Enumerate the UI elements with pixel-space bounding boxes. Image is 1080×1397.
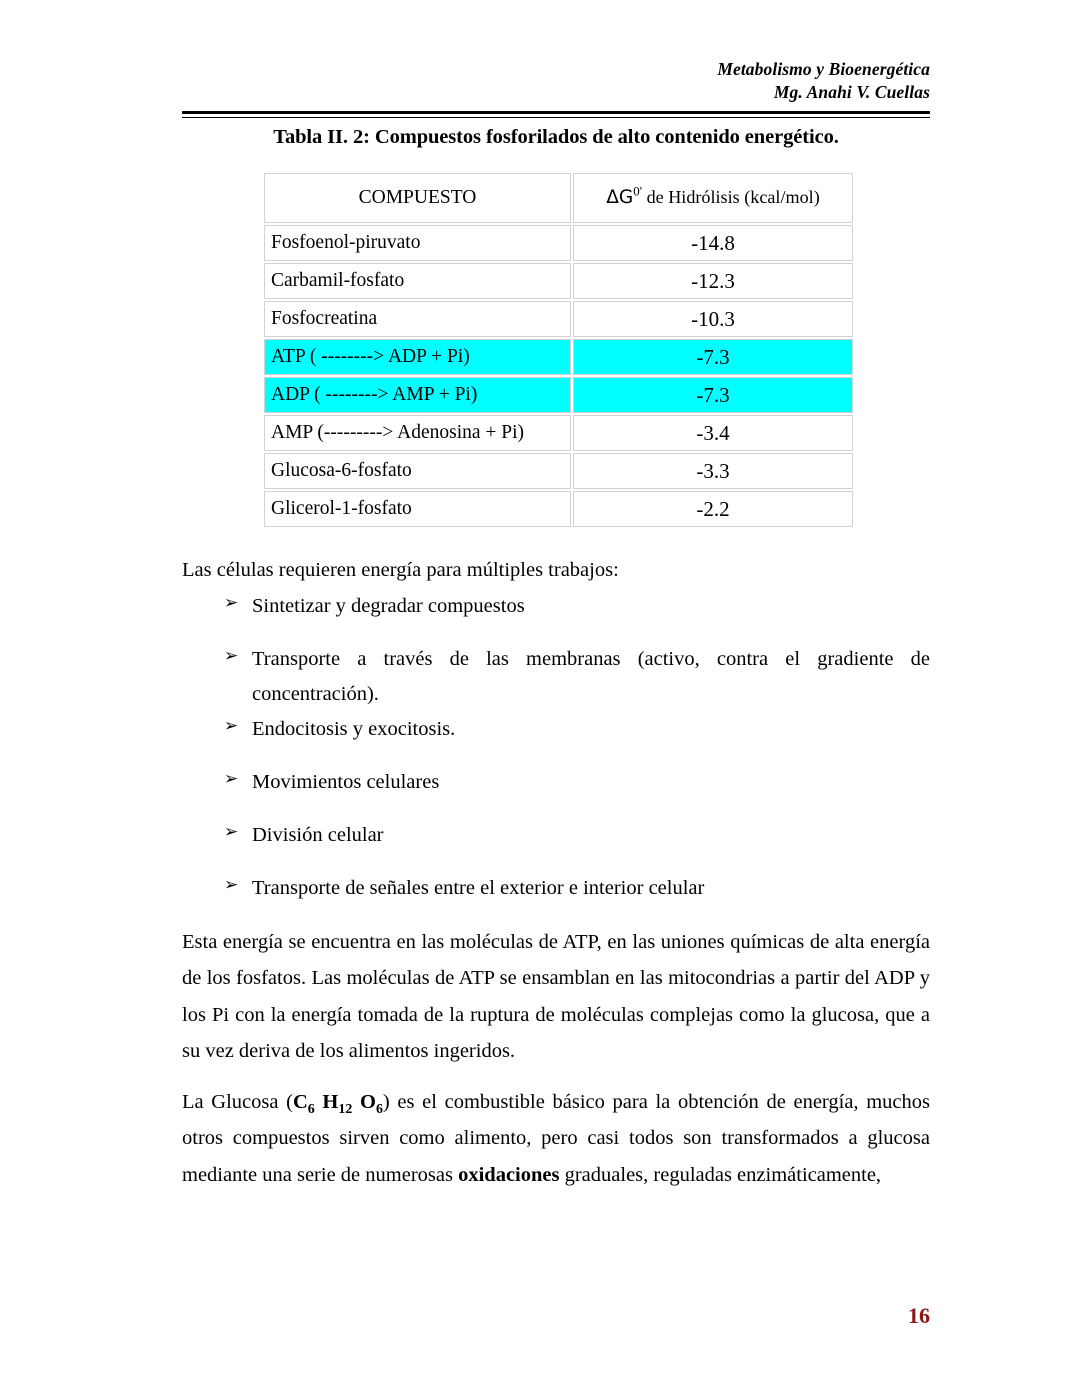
table-row: [264, 491, 853, 527]
arrowhead-bullet-icon: ➢: [224, 592, 239, 613]
formula-carbon: C: [292, 1090, 308, 1113]
cell-delta-g: -2.2: [573, 491, 853, 527]
energy-uses-list: [182, 589, 930, 925]
formula-carbon-sub: 6: [307, 1102, 315, 1118]
header-title: Metabolismo y Bioenergética: [717, 59, 930, 79]
running-header: [182, 58, 930, 104]
table-row: [264, 301, 853, 337]
arrowhead-bullet-icon: ➢: [224, 645, 239, 666]
cell-compound: Glicerol-1-fosfato: [264, 491, 571, 527]
list-item: [182, 712, 930, 765]
formula-hydrogen-sub: 12: [338, 1102, 353, 1118]
cell-delta-g: -7.3: [573, 377, 853, 413]
intro-paragraph: Las células requieren energía para múltiples trabajos:: [182, 559, 619, 581]
page-number: 16: [908, 1303, 930, 1328]
cell-delta-g: -12.3: [573, 263, 853, 299]
arrowhead-bullet-icon: ➢: [224, 822, 239, 842]
table-caption: Tabla II. 2: Compuestos fosforilados de alto contenido energético.: [273, 126, 839, 148]
cell-compound: Fosfocreatina: [264, 301, 571, 337]
cell-compound: Fosfoenol-piruvato: [264, 225, 571, 261]
list-item: [182, 871, 930, 924]
list-item-label: Movimientos celulares: [252, 771, 440, 793]
cell-delta-g: -3.3: [573, 453, 853, 489]
formula-oxygen: O: [352, 1090, 376, 1113]
table-row: [264, 453, 853, 489]
list-item-label: Endocitosis y exocitosis.: [252, 718, 456, 740]
cell-delta-g: -3.4: [573, 415, 853, 451]
compound-table-container: [262, 171, 853, 529]
table-row: [264, 415, 853, 451]
delta-g-symbol: ΔG: [606, 187, 634, 208]
list-item: [182, 765, 930, 818]
column-header-delta-g: [573, 173, 853, 223]
delta-g-units: de Hidrólisis (kcal/mol): [642, 187, 820, 207]
cell-compound: Glucosa-6-fosfato: [264, 453, 571, 489]
list-item: [182, 642, 930, 713]
table-row: [264, 263, 853, 299]
list-item: [182, 589, 930, 642]
list-item-label: Transporte de señales entre el exterior e interior celular: [252, 877, 705, 899]
page-content: [182, 560, 930, 1193]
list-item-label: División celular: [252, 824, 384, 846]
header-author: Mg. Anahi V. Cuellas: [773, 82, 930, 102]
phosphorylated-compounds-table: [262, 171, 855, 529]
glucose-text-part2: ) es el combustible básico para la obtención de energía, muchos otros compuestos sirven como alimento, pero casi todos son transformados a glucosa mediante una serie de numerosas: [182, 1090, 930, 1186]
cell-compound: ATP ( --------> ADP + Pi): [264, 339, 571, 375]
oxidaciones-emphasis: oxidaciones: [458, 1163, 560, 1186]
glucose-formula: [292, 1090, 383, 1118]
cell-delta-g: -10.3: [573, 301, 853, 337]
cell-compound: Carbamil-fosfato: [264, 263, 571, 299]
table-body: [264, 225, 853, 527]
paragraph-atp: Esta energía se encuentra en las moléculas de ATP, en las uniones químicas de alta energía de los fosfatos. Las moléculas de ATP se ensamblan en las mitocondrias a partir del ADP y los Pi con la energía tomada de la ruptura de moléculas complejas como la glucosa, que a su vez deriva de los alimentos ingeridos.: [182, 931, 930, 1063]
formula-hydrogen: H: [314, 1090, 339, 1113]
list-item-label: Sintetizar y degradar compuestos: [252, 594, 525, 617]
glucose-text-part3: graduales, reguladas enzimáticamente,: [559, 1163, 882, 1186]
table-row: [264, 225, 853, 261]
glucose-text-part1: La Glucosa (: [182, 1090, 293, 1113]
column-header-compound: COMPUESTO: [264, 173, 571, 223]
arrowhead-bullet-icon: ➢: [224, 875, 239, 895]
cell-compound: AMP (---------> Adenosina + Pi): [264, 415, 571, 451]
table-row: [264, 339, 853, 375]
arrowhead-bullet-icon: ➢: [224, 769, 239, 789]
paragraph-glucose: [182, 1084, 930, 1193]
arrowhead-bullet-icon: ➢: [224, 716, 239, 736]
cell-delta-g: -14.8: [573, 225, 853, 261]
list-item-label: Transporte a través de las membranas (activo, contra el gradiente de concentración).: [252, 647, 930, 705]
delta-g-superscript: 0': [633, 184, 643, 199]
table-row: [264, 377, 853, 413]
list-item: [182, 818, 930, 871]
cell-compound: ADP ( --------> AMP + Pi): [264, 377, 571, 413]
table-header-row: [264, 173, 853, 223]
cell-delta-g: -7.3: [573, 339, 853, 375]
formula-oxygen-sub: 6: [375, 1102, 383, 1118]
header-divider-rule: [182, 111, 930, 118]
